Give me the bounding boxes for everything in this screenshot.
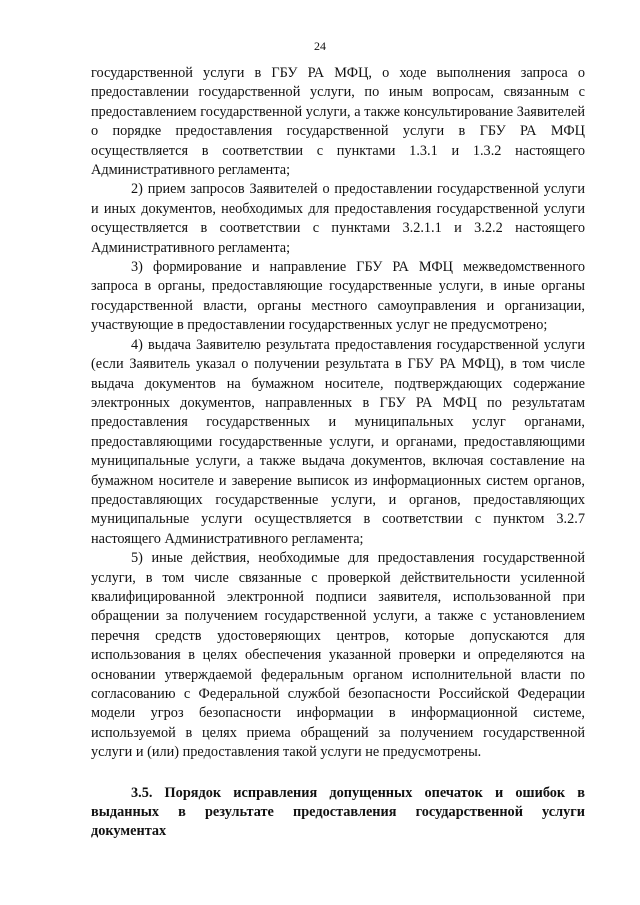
paragraph-item-2: 2) прием запросов Заявителей о предоставлении государственной услуги и иных документов, необходимых для предоставления государственной услуги осуществляется в соответствии с пунктами 3.2.1.1 и 3.2.2 настоящего Административного регламента;	[91, 181, 585, 256]
page-number: 24	[314, 39, 326, 53]
paragraph-item-3: 3) формирование и направление ГБУ РА МФЦ межведомственного запроса в органы, предоставляющие государственные услуги, в иные органы государственной власти, органы местного самоуправления и организации, участвующие в предоставлении государственных услуг не предусмотрено;	[91, 259, 585, 334]
page-content	[91, 64, 585, 842]
paragraph-item-5: 5) иные действия, необходимые для предоставления государственной услуги, в том числе связанные с проверкой действительности усиленной квалифицированной электронной подписи заявителя, использованной при обращении за получением государственной услуги, а также с установлением перечня средств удостоверяющих центров, которые допускаются для использования в целях обеспечения указанной проверки и определяются на основании утверждаемой федеральным органом исполнительной власти по согласованию с Федеральной службой безопасности Российской Федерации модели угроз безопасности информации в информационной системе, используемой в целях приема обращений за получением государственной услуги и (или) предоставления такой услуги не предусмотрены.	[91, 550, 585, 761]
section-heading: 3.5. Порядок исправления допущенных опечаток и ошибок в выданных в результате предоставления государственной услуги документах	[91, 784, 585, 840]
paragraph-item-4: 4) выдача Заявителю результата предоставления государственной услуги (если Заявитель указал о получении результата в ГБУ РА МФЦ), в том числе выдача документов на бумажном носителе, подтверждающих содержание электронных документов, направленных в ГБУ РА МФЦ по результатам предоставления государственных и муниципальных услуг органами, предоставляющими государственные услуги, и органами, предоставляющими муниципальные услуги, а также выдача документов, включая составление на бумажном носителе и заверение выписок из информационных систем органов, предоставляющих государственные услуги, и органов, предоставляющих муниципальные услуги осуществляется в соответствии с пунктом 3.2.7 настоящего Административного регламента;	[91, 336, 585, 547]
paragraph-continued: государственной услуги в ГБУ РА МФЦ, о ходе выполнения запроса о предоставлении государственной услуги, по иным вопросам, связанным с предоставлением государственной услуги, а также консультирование Заявителей о порядке предоставления государственной услуги в ГБУ РА МФЦ осуществляется в соответствии с пунктами 1.3.1 и 1.3.2 настоящего Административного регламента;	[91, 65, 585, 179]
